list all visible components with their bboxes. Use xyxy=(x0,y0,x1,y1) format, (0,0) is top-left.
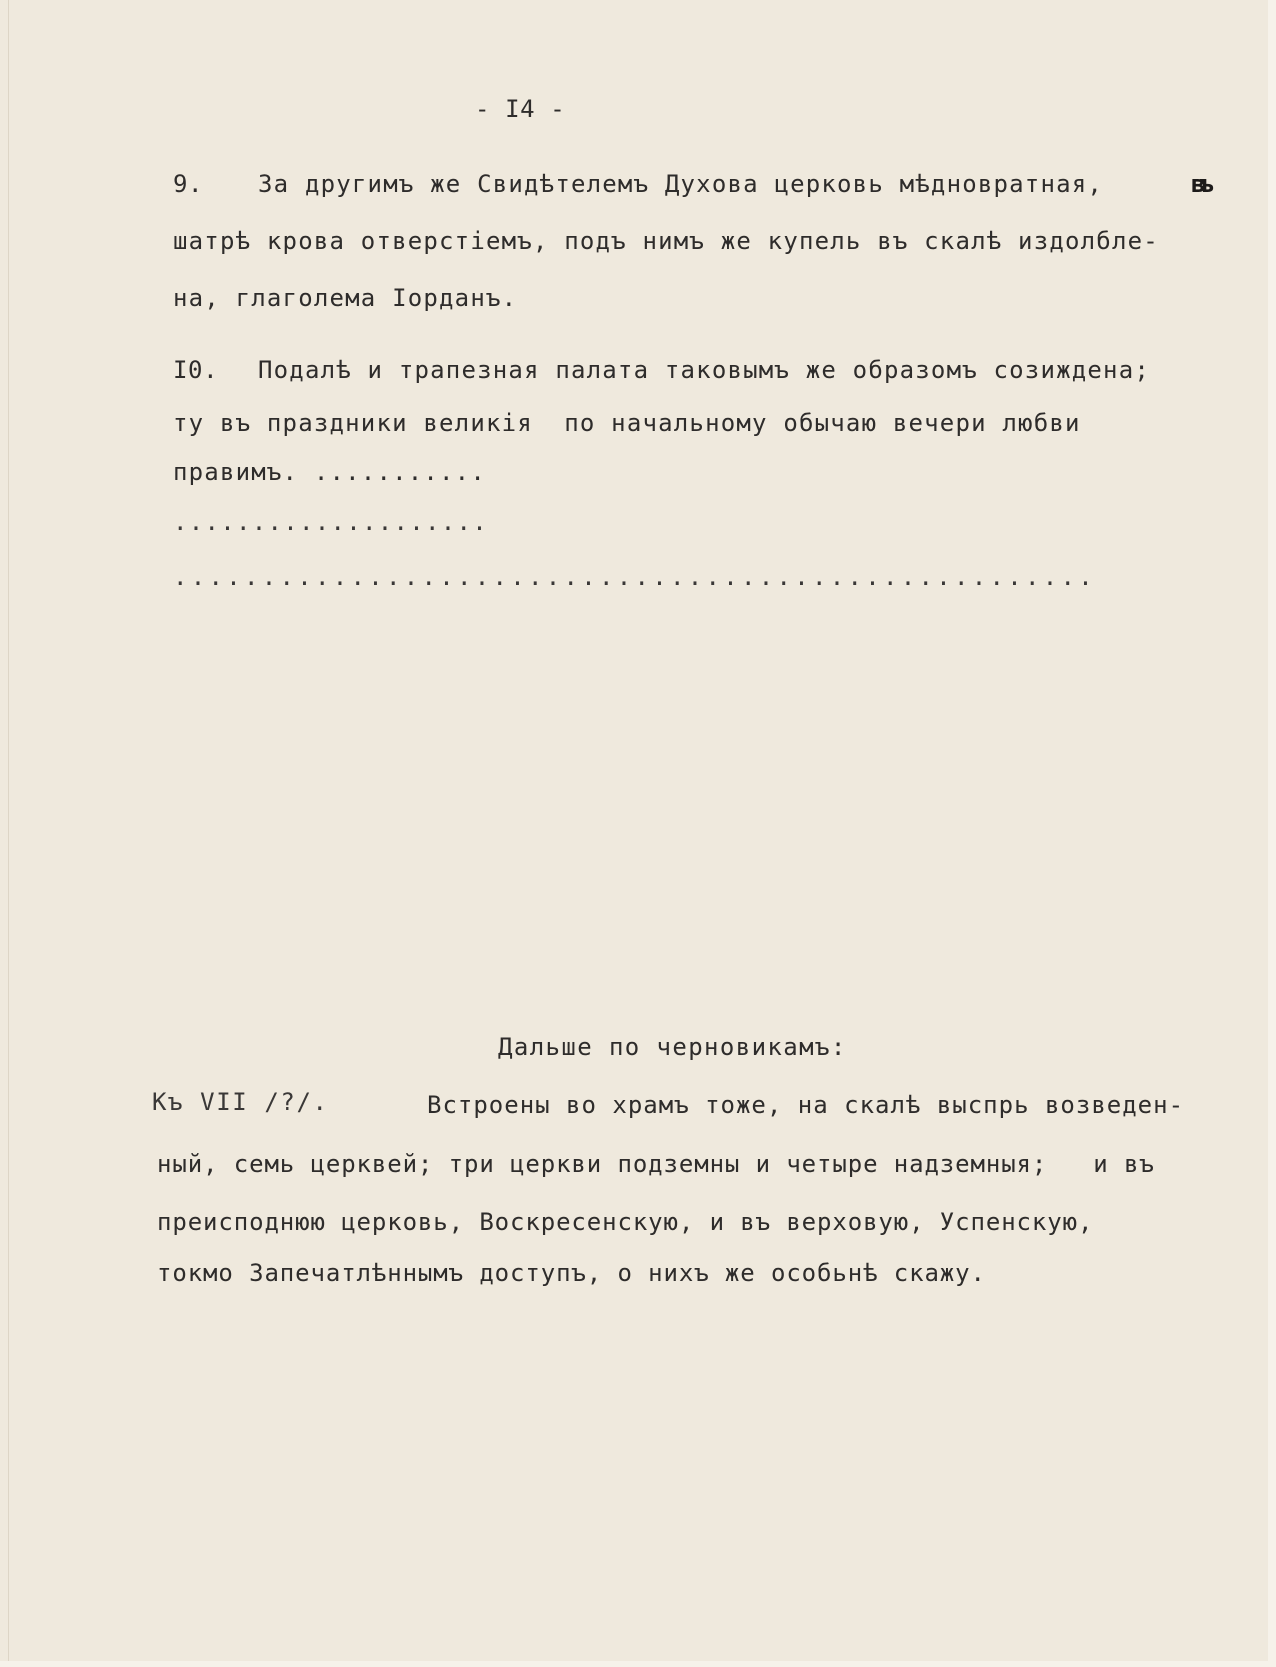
ellipsis-line: .................................................... xyxy=(173,563,1096,591)
section-9-number: 9. xyxy=(173,170,204,198)
drafts-label: Къ VII /?/. xyxy=(152,1088,329,1116)
section-9-line-2: шатрѣ крова отверстiемъ, подъ нимъ же купель въ скалѣ издолблe- xyxy=(173,227,1159,255)
section-9-line-3: на, глаголема Iорданъ. xyxy=(173,284,518,312)
ellipsis-line: .................... xyxy=(173,508,488,536)
section-10-line-3: правимъ. ........... xyxy=(173,458,486,486)
drafts-line-1: Встроены во храмъ тоже, на скалѣ выспрь возведен- xyxy=(427,1091,1185,1119)
drafts-line-3: преисподнюю церковь, Воскресенскую, и въ верховую, Успенскую, xyxy=(157,1208,1094,1236)
page-edge xyxy=(1268,0,1276,1667)
drafts-heading: Дальше по черновикамъ: xyxy=(498,1033,847,1061)
page-number: - I4 - xyxy=(475,95,566,123)
page-fold-line xyxy=(8,0,9,1667)
drafts-line-4: токмо Запечатлѣннымъ доступъ, о нихъ же особьнѣ скажу. xyxy=(157,1259,986,1287)
section-10-line-1: Подалѣ и трапезная палата таковымъ же образомъ созиждена; xyxy=(258,356,1151,384)
margin-correction-mark: въ xyxy=(1191,170,1208,198)
section-10-line-2: ту въ праздники великiя по начальному обычаю вечери любви xyxy=(173,409,1081,437)
section-9-line-1: За другимъ же Свидѣтелемъ Духова церковь мѣдновратная, xyxy=(258,170,1104,198)
section-10-number: I0. xyxy=(173,356,219,384)
page-edge xyxy=(0,1661,1276,1667)
drafts-line-2: ный, семь церквей; три церкви подземны и четыре надземныя; и въ xyxy=(157,1150,1155,1178)
